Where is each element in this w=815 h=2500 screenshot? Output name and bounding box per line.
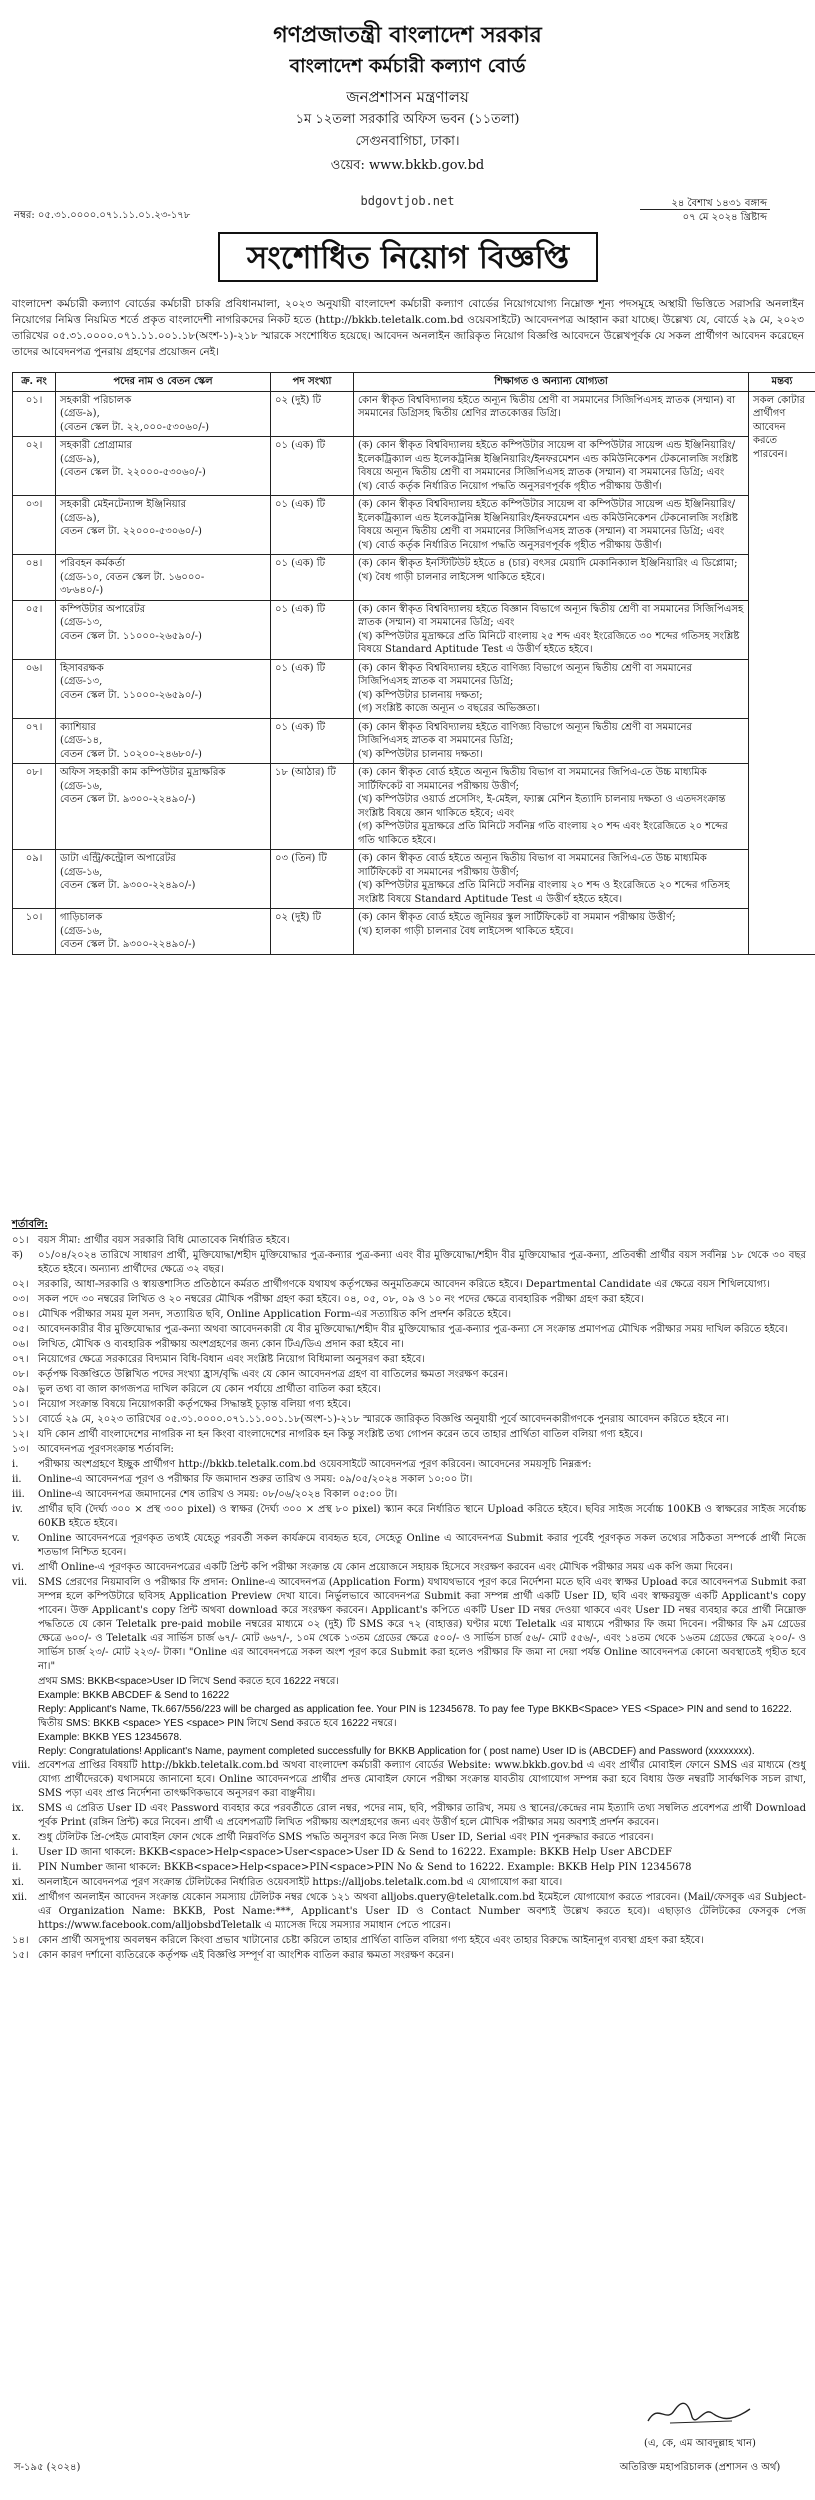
row-serial: ০৯। — [13, 850, 56, 909]
row-post-cell — [56, 555, 271, 601]
qualification-line: (খ) কম্পিউটার চালনায় দক্ষতা। — [358, 748, 483, 760]
website: ওয়েব: www.bkkb.gov.bd — [330, 158, 485, 173]
condition-text: প্রার্থীর ছবি (দৈর্ঘ্য ৩০০ × প্রস্থ ৩০০ pixel) ও স্বাক্ষর (দৈর্ঘ্য ৩০০ × প্রস্থ ৮০ pixel) স্ক্যান করে নির্ধারিত স্থানে Upload করিতে হইবে। ছবির সাইজ সর্বোচ্চ 100KB ও স্বাক্ষরের সাইজ সর্বোচ্চ 60KB হইতে হইবে। — [38, 1504, 806, 1529]
condition-item — [12, 1576, 806, 1674]
row-count: ০১ (এক) টি — [271, 718, 354, 764]
condition-text: নিয়োগ সংক্রান্ত বিষয়ে নিয়োগকারী কর্তৃপক্ষের সিদ্ধান্তই চূড়ান্ত বলিয়া গণ্য হইবে। — [38, 1399, 351, 1410]
table-header-row — [13, 373, 815, 392]
post-scale: (বেতন স্কেল টা. ২২০০০-৫৩০৬০/-) — [60, 467, 206, 478]
sms-line: Reply: Congratulations! Applicant's Name, payment completed successfully for BKKB Application for ( post name) User ID is (ABCDEF) and Password (xxxxxxxx). — [38, 1746, 755, 1757]
condition-number: ix. — [12, 1803, 25, 1814]
header-count: পদ সংখ্যা — [271, 373, 354, 392]
row-count: ০১ (এক) টি — [271, 659, 354, 718]
table-row — [13, 555, 815, 601]
condition-item — [12, 1234, 806, 1248]
row-qualification — [354, 764, 749, 850]
qualification-line: (গ) সংশ্লিষ্ট কাজে অন্যূন ৩ বছরের অভিজ্ঞতা। — [358, 703, 540, 714]
table-row — [13, 909, 815, 955]
sms-instructions — [12, 1675, 806, 1759]
condition-item — [12, 1934, 806, 1948]
condition-number: ০৮। — [12, 1369, 29, 1380]
signatory-name: (এ, কে, এম আবদুল্লাহ খান) — [644, 2438, 756, 2449]
row-qualification — [354, 437, 749, 496]
table-row — [13, 850, 815, 909]
row-serial: ০৪। — [13, 555, 56, 601]
condition-item — [12, 1398, 806, 1412]
sms-line: Reply: Applicant's Name, Tk.667/556/223 will be charged as application fee. Your PIN is 12345678. To pay fee Type BKKB<Space> YES <Space> PIN and send to 16222. — [38, 1704, 792, 1715]
condition-number: ০২। — [12, 1279, 29, 1290]
table-row — [13, 496, 815, 555]
row-serial: ০১। — [13, 391, 56, 437]
condition-number: vi. — [12, 1562, 25, 1573]
condition-text: PIN Number জানা থাকলে: BKKB<space>Help<space>PIN<space>PIN No & Send to 16222. Example: BKKB Help PIN 12345678 — [38, 1862, 692, 1873]
qualification-line: (ক) কোন স্বীকৃত বিশ্ববিদ্যালয় হইতে বিজ্ঞান বিভাগে অন্যূন দ্বিতীয় শ্রেণী বা সমমানের সিজিপিএসহ স্নাতক (সম্মান) বা সমমানের ডিগ্রি; এবং — [358, 603, 744, 628]
row-count: ০২ (দুই) টি — [271, 391, 354, 437]
ministry-name: জনপ্রশাসন মন্ত্রণালয় — [346, 88, 469, 106]
post-scale: বেতন স্কেল টা. ২২০০০-৫৩০৬০/-) — [60, 526, 202, 537]
condition-item — [12, 1278, 806, 1292]
condition-number: i. — [12, 1847, 19, 1858]
row-post-cell — [56, 764, 271, 850]
table-row — [13, 600, 815, 659]
row-serial: ০৮। — [13, 764, 56, 850]
condition-text: পরীক্ষায় অংশগ্রহণে ইচ্ছুক প্রার্থীগণ http://bkkb.teletalk.com.bd ওয়েবসাইটে আবেদনপত্র পূরণ করিবেন। আবেদনের সময়সূচি নিম্নরূপ: — [38, 1459, 592, 1470]
post-grade: (গ্রেড-১৩, — [60, 676, 103, 687]
condition-number: ক) — [12, 1250, 23, 1261]
condition-number: ০৪। — [12, 1309, 29, 1320]
qualification-line: (খ) কম্পিউটার মুদ্রাক্ষরে প্রতি মিনিটে বাংলায় ২৫ শব্দ এবং ইংরেজিতে ৩০ শব্দের গতিসহ সংশ্লিষ্ট বিষয়ে Standard Aptitude Test এ উত্তীর্ণ হইতে হইবে। — [358, 630, 740, 655]
condition-item — [12, 1293, 806, 1307]
condition-number: ০৭। — [12, 1354, 29, 1365]
condition-text: প্রার্থীগণ অনলাইন আবেদন সংক্রান্ত যেকোন সমস্যায় টেলিটক নম্বর থেকে ১২১ অথবা alljobs.query@teletalk.com.bd ইমেইলে যোগাযোগ করতে পারবেন। (Mail/ফেসবুক এর Subject-এর Organization Name: BKKB, Post Name:***, Applicant's User ID ও Contact Number অবশ্যই উল্লেখ করতে হবে)। এছাড়াও টেলিটকের ফেসবুক পেজ https://www.facebook.com/alljobsbdTeletalk এ ম্যাসেজ দিয়ে সমস্যার সমাধান পেতে পারেন। — [38, 1892, 806, 1931]
post-scale: বেতন স্কেল টা. ১১০০০-২৬৫৯০/-) — [60, 689, 202, 701]
post-scale: বেতন স্কেল টা. ৯৩০০-২২৪৯০/-) — [60, 880, 196, 891]
condition-number: ০৫। — [12, 1324, 29, 1335]
condition-item — [12, 1891, 806, 1933]
office-address: ১ম ১২তলা সরকারি অফিস ভবন (১১তলা) — [295, 112, 520, 127]
row-qualification — [354, 600, 749, 659]
row-count: ০১ (এক) টি — [271, 496, 354, 555]
conditions-heading: শর্তাবলি: — [12, 1219, 48, 1230]
post-grade: (গ্রেড-১৪, — [60, 735, 103, 746]
condition-number: iii. — [12, 1489, 25, 1500]
row-post-cell — [56, 496, 271, 555]
row-serial: ০৬। — [13, 659, 56, 718]
condition-text: আবেদনকারীর বীর মুক্তিযোদ্ধার পুত্র-কন্যা অথবা আবেদনকারী যে বীর মুক্তিযোদ্ধা/শহীদ বীর মুক্তিযোদ্ধার পুত্র-কন্যার পুত্র-কন্যা সে সংক্রান্ত প্রমাণপত্র মৌখিক পরীক্ষার সময় দাখিল করিতে হইবে। — [38, 1324, 788, 1335]
row-post-cell — [56, 659, 271, 718]
post-grade: (গ্রেড-৯), — [60, 512, 100, 524]
qualification-line: (গ) কম্পিউটার মুদ্রাক্ষরে প্রতি মিনিটে সর্বনিম্ন গতি বাংলায় ২০ শব্দ এবং ইংরেজিতে ২০ শব্দের গতি থাকিতে হইবে। — [358, 821, 728, 846]
vacancy-table — [12, 372, 815, 955]
page-title: সংশোধিত নিয়োগ বিজ্ঞপ্তি — [218, 232, 598, 282]
header-remark: মন্তব্য — [749, 373, 815, 392]
condition-number: x. — [12, 1832, 21, 1843]
post-name: পরিবহন কর্মকর্তা — [60, 558, 126, 569]
conditions-list — [12, 1234, 806, 1674]
condition-text: নিয়োগের ক্ষেত্রে সরকারের বিদ্যমান বিধি-বিধান এবং সংশ্লিষ্ট নিয়োগ বিধিমালা অনুসরণ করা হইবে। — [38, 1354, 425, 1365]
condition-text: User ID জানা থাকলে: BKKB<space>Help<space>User<space>User ID & Send to 16222. Example: BKKB Help User ABCDEF — [38, 1847, 672, 1858]
condition-number: ১৪। — [12, 1935, 29, 1946]
office-location: সেগুনবাগিচা, ঢাকা। — [355, 134, 460, 149]
table-row — [13, 764, 815, 850]
condition-text: শুধু টেলিটক প্রি-পেইড মোবাইল ফোন থেকে প্রার্থী নিম্নবর্ণিত SMS পদ্ধতি অনুসরণ করে নিজ নিজ User ID, Serial এবং PIN পুনরুদ্ধার করতে পারবেন। — [38, 1832, 654, 1843]
qualification-line: (ক) কোন স্বীকৃত বোর্ড হইতে জুনিয়র স্কুল সার্টিফিকেট বা সমমান পরীক্ষায় উত্তীর্ণ; — [358, 912, 676, 923]
condition-number: ii. — [12, 1862, 22, 1873]
qualification-line: (খ) কম্পিউটার চালনায় দক্ষতা; — [358, 689, 483, 701]
post-grade: (গ্রেড-১৬, — [60, 925, 103, 937]
table-row — [13, 718, 815, 764]
post-name: কম্পিউটার অপারেটর — [60, 603, 146, 615]
footer-code: স-১৯৫ (২০২৪) — [14, 2462, 81, 2473]
condition-item — [12, 1532, 806, 1560]
condition-number: xi. — [12, 1877, 25, 1888]
condition-text: কর্তৃপক্ষ বিজ্ঞপ্তিতে উল্লিখিত পদের সংখ্যা হ্রাস/বৃদ্ধি এবং যে কোন আবেদনপত্র গ্রহণ বা বাতিলের ক্ষমতা সংরক্ষণ করেন। — [38, 1369, 508, 1380]
sms-line: Example: BKKB ABCDEF & Send to 16222 — [38, 1690, 230, 1701]
row-count: ১৮ (আঠার) টি — [271, 764, 354, 850]
sms-line: Example: BKKB YES 12345678. — [38, 1732, 182, 1743]
post-scale: বেতন স্কেল টা. ৯৩০০-২২৪৯০/-) — [60, 794, 196, 805]
condition-item — [12, 1458, 806, 1472]
qualification-line: (খ) বোর্ড কর্তৃক নির্ধারিত নিয়োগ পদ্ধতি অনুসরণপূর্বক গৃহীত পরীক্ষায় উত্তীর্ণ। — [358, 480, 663, 492]
row-qualification — [354, 850, 749, 909]
condition-text: মৌখিক পরীক্ষার সময় মূল সনদ, সত্যায়িত ছবি, Online Application Form-এর সত্যায়িত কপি প্রদর্শন করিতে হইবে। — [38, 1309, 512, 1320]
condition-item — [12, 1802, 806, 1830]
date-english: ০৭ মে ২০২৪ খ্রিষ্টাব্দ — [682, 212, 767, 223]
table-row — [13, 437, 815, 496]
post-scale: (বেতন স্কেল টা. ২২,০০০-৫৩০৬০/-) — [60, 421, 209, 433]
row-count: ০১ (এক) টি — [271, 555, 354, 601]
condition-text: বয়স সীমা: প্রার্থীর বয়স সরকারি বিধি মোতাবেক নির্ধারিত হইবে। — [38, 1235, 290, 1246]
qualification-line: (খ) কম্পিউটার মুদ্রাক্ষরে প্রতি মিনিটে সর্বনিম্ন বাংলায় ২০ শব্দ ও ইংরেজিতে ২০ শব্দের গতিসহ সংশ্লিষ্ট বিষয়ে Standard Aptitude Test এ উত্তীর্ণ হইতে হইবে। — [358, 880, 730, 905]
condition-text: বোর্ডে ২৯ মে, ২০২৩ তারিখের ০৫.৩১.০০০০.০৭১.১১.০০১.১৮(অংশ-১)-২১৮ স্মারকে জারিকৃত বিজ্ঞপ্তি অনুযায়ী পূর্বে আবেদনকারীগণকে পুনরায় আবেদন করিতে হইবে না। — [38, 1414, 729, 1425]
post-grade: (গ্রেড-১৬, — [60, 866, 103, 878]
condition-item — [12, 1338, 806, 1352]
memo-number: নম্বর: ০৫.৩১.০০০০.০৭১.১১.০১.২৩-১৭৮ — [14, 210, 191, 221]
qualification-line: (খ) বোর্ড কর্তৃক নির্ধারিত নিয়োগ পদ্ধতি অনুসরণপূর্বক গৃহীত পরীক্ষায় উত্তীর্ণ। — [358, 539, 663, 551]
org-name: বাংলাদেশ কর্মচারী কল্যাণ বোর্ড — [289, 55, 526, 77]
header-qualification: শিক্ষাগত ও অন্যান্য যোগ্যতা — [354, 373, 749, 392]
condition-item — [12, 1876, 806, 1890]
condition-text: Online-এ আবেদনপত্র পূরণ ও পরীক্ষার ফি জমাদান শুরুর তারিখ ও সময়: ০৯/০৫/২০২৪ সকাল ১০:০০ টা। — [38, 1474, 473, 1485]
row-post-cell — [56, 718, 271, 764]
condition-item — [12, 1759, 806, 1801]
post-grade: (গ্রেড-১০, বেতন স্কেল টা. ১৬০০০- — [60, 571, 205, 583]
condition-item — [12, 1846, 806, 1860]
condition-item — [12, 1368, 806, 1382]
row-count: ০১ (এক) টি — [271, 437, 354, 496]
condition-item — [12, 1831, 806, 1845]
condition-number: ০৬। — [12, 1339, 29, 1350]
qualification-line: কোন স্বীকৃত বিশ্ববিদ্যালয় হইতে অন্যূন দ্বিতীয় শ্রেণী বা সমমানের সিজিপিএসহ স্নাতক (সম্মান) বা সমমানের ডিগ্রিসহ দ্বিতীয় শ্রেণির স্নাতকোত্তর ডিগ্রি। — [358, 394, 736, 419]
condition-item — [12, 1308, 806, 1322]
post-scale: বেতন স্কেল টা. ১১০০০-২৬৫৯০/-) — [60, 630, 202, 642]
row-post-cell — [56, 850, 271, 909]
post-grade: (গ্রেড-৯), — [60, 408, 100, 419]
condition-number: ১০। — [12, 1399, 29, 1410]
condition-text: কোন প্রার্থী অসদুপায় অবলম্বন করিলে কিংবা প্রভাব খাটানোর চেষ্টা করিলে তাহার প্রার্থিতা বাতিল বলিয়া গণ্য হইবে এবং তাহার বিরুদ্ধে আইনানুগ ব্যবস্থা গ্রহণ করা হইবে। — [38, 1935, 704, 1946]
row-post-cell — [56, 600, 271, 659]
qualification-line: (খ) বৈধ গাড়ী চালনার লাইসেন্স থাকিতে হইবে। — [358, 571, 545, 583]
condition-item — [12, 1503, 806, 1531]
row-serial: ১০। — [13, 909, 56, 955]
qualification-line: (ক) কোন স্বীকৃত বোর্ড হইতে অন্যূন দ্বিতীয় বিভাগ বা সমমানের জিপিএ-তে উচ্চ মাধ্যমিক সার্টিফিকেট বা সমমানের পরীক্ষায় উত্তীর্ণ; — [358, 767, 707, 792]
header-serial: ক্র. নং — [13, 373, 56, 392]
post-name: অফিস সহকারী কাম কম্পিউটার মুদ্রাক্ষরিক — [60, 767, 226, 778]
condition-item — [12, 1323, 806, 1337]
post-name: সহকারী প্রোগ্রামার — [60, 440, 133, 451]
post-grade: (গ্রেড-১৩, — [60, 617, 103, 628]
date-bangla: ২৪ বৈশাখ ১৪৩১ বঙ্গাব্দ — [671, 198, 767, 209]
qualification-line: (খ) হালকা গাড়ী চালনার বৈধ লাইসেন্স থাকিতে হইবে। — [358, 925, 574, 937]
post-name: সহকারী পরিচালক — [60, 394, 132, 406]
conditions-section — [12, 1218, 806, 1964]
condition-number: i. — [12, 1459, 19, 1470]
post-scale: বেতন স্কেল টা. ১০২০০-২৪৬৮০/-) — [60, 748, 202, 760]
row-qualification — [354, 496, 749, 555]
row-qualification — [354, 659, 749, 718]
condition-text: লিখিত, মৌখিক ও ব্যবহারিক পরীক্ষায় অংশগ্রহণের জন্য কোন টিএ/ডিএ প্রদান করা হইবে না। — [38, 1339, 404, 1350]
condition-item — [12, 1249, 806, 1277]
condition-text: Online-এ আবেদনপত্র জমাদানের শেষ তারিখ ও সময়: ০৮/০৬/২০২৪ বিকাল ০৫:০০ টা। — [38, 1489, 398, 1500]
condition-number: ১২। — [12, 1429, 29, 1440]
condition-text: প্রার্থী Online-এ পূরণকৃত আবেদনপত্রের একটি প্রিন্ট কপি পরীক্ষা সংক্রান্ত যে কোন প্রয়োজনে সহায়ক হিসেবে সংরক্ষণ করবেন এবং মৌখিক পরীক্ষার সময় এক কপি জমা দিবেন। — [38, 1562, 733, 1573]
row-post-cell — [56, 391, 271, 437]
condition-text: ০১/০৪/২০২৪ তারিখে সাধারণ প্রার্থী, মুক্তিযোদ্ধা/শহীদ মুক্তিযোদ্ধার পুত্র-কন্যার পুত্র-কন্যা এবং বীর মুক্তিযোদ্ধা/শহীদ বীর মুক্তিযোদ্ধার পুত্র-কন্যা, প্রতিবন্ধী প্রার্থীর বয়স সর্বনিম্ন ১৮ থেকে ৩০ বছর হইতে হইবে। অন্যান্য প্রার্থীদের ক্ষেত্রে ৩২ বছর। — [38, 1250, 806, 1275]
post-scale: বেতন স্কেল টা. ৯৩০০-২২৪৯০/-) — [60, 939, 196, 950]
sms-line: প্রথম SMS: BKKB<space>User ID লিখে Send করতে হবে 16222 নম্বরে। — [38, 1676, 339, 1687]
row-qualification — [354, 718, 749, 764]
qualification-line: (ক) কোন স্বীকৃত বিশ্ববিদ্যালয় হইতে বাণিজ্য বিভাগে অন্যূন দ্বিতীয় শ্রেণী বা সমমানের সিজিপিএসহ স্নাতক বা সমমানের ডিগ্রি; — [358, 721, 692, 746]
condition-number: iv. — [12, 1504, 23, 1515]
condition-text: সরকারি, আধা-সরকারি ও স্বায়ত্তশাসিত প্রতিষ্ঠানে কর্মরত প্রার্থীগণকে যথাযথ কর্তৃপক্ষের অনুমতিক্রমে আবেদন করিতে হইবে। Departmental Candidate এর ক্ষেত্রে বয়স শিথিলযোগ্য। — [38, 1279, 770, 1290]
row-serial: ০২। — [13, 437, 56, 496]
condition-text: সকল পদে ৩০ নম্বরের লিখিত ও ২০ নম্বরের মৌখিক পরীক্ষা গ্রহণ করা হইবে। ০৪, ০৫, ০৮, ০৯ ও ১০ নং পদের ক্ষেত্রে ব্যবহারিক পরীক্ষা গ্রহণ করা হইবে। — [38, 1294, 644, 1305]
post-grade: (গ্রেড-৯), — [60, 453, 100, 465]
govt-name: গণপ্রজাতন্ত্রী বাংলাদেশ সরকার — [273, 22, 542, 48]
header-post: পদের নাম ও বেতন স্কেল — [56, 373, 271, 392]
condition-number: ১৩। — [12, 1444, 29, 1455]
condition-number: ii. — [12, 1474, 22, 1485]
condition-number: ০৩। — [12, 1294, 29, 1305]
condition-item — [12, 1353, 806, 1367]
condition-item — [12, 1413, 806, 1427]
condition-item — [12, 1561, 806, 1575]
condition-number: ০৯। — [12, 1384, 29, 1395]
condition-item — [12, 1473, 806, 1487]
table-row — [13, 391, 815, 437]
condition-number: ১১। — [12, 1414, 29, 1425]
row-count: ০২ (দুই) টি — [271, 909, 354, 955]
condition-text: প্রবেশপত্র প্রাপ্তির বিষয়টি http://bkkb.teletalk.com.bd অথবা বাংলাদেশ কর্মচারী কল্যাণ বোর্ডের Website: www.bkkb.gov.bd এ এবং প্রার্থীর মোবাইল ফোনে SMS এর মাধ্যমে (শুধু যোগ্য প্রার্থীদেরকে) যথাসময়ে জানানো হবে। Online আবেদনপত্রে প্রার্থীর প্রদত্ত মোবাইল ফোনে পরীক্ষা সংক্রান্ত যাবতীয় যোগাযোগ সম্পন্ন করা হবে বিধায় উক্ত নম্বরটি সার্বক্ষণিক সচল রাখা, SMS পড়া এবং প্রাপ্ত নির্দেশনা তাৎক্ষণিকভাবে অনুসরণ করা বাঞ্ছনীয়। — [38, 1760, 806, 1799]
qualification-line: (ক) কোন স্বীকৃত বিশ্ববিদ্যালয় হইতে কম্পিউটার সায়েন্স বা কম্পিউটার সায়েন্স এন্ড ইঞ্জিনিয়ারিং/ইলেকট্রিক্যাল এন্ড ইলেকট্রনিক্স ইঞ্জিনিয়ারিং/ইনফরমেশন এন্ড কমিউনিকেশন টেকনোলজি সংশ্লিষ্ট বিষয়ে অন্যূন দ্বিতীয় শ্রেণী বা সমমানের সিজিপিএসহ স্নাতক (সম্মান) বা সমমানের ডিগ্রি; এবং — [358, 440, 738, 478]
condition-text: Online আবেদনপত্রে পূরণকৃত তথ্যই যেহেতু পরবর্তী সকল কার্যক্রমে ব্যবহৃত হবে, সেহেতু Online এ আবেদনপত্র Submit করার পূর্বেই পূরণকৃত সকল তথ্যের সঠিকতা সম্পর্কে প্রার্থী নিজে শতভাগ নিশ্চিত হবেন। — [38, 1533, 806, 1558]
condition-number: viii. — [12, 1760, 31, 1771]
condition-item — [12, 1949, 806, 1963]
condition-number: vii. — [12, 1577, 28, 1588]
table-body — [13, 391, 815, 954]
conditions-tail — [12, 1759, 806, 1963]
post-scale: ৩৮৬৪০/-) — [60, 585, 104, 596]
condition-item — [12, 1383, 806, 1397]
condition-number: ০১। — [12, 1235, 29, 1246]
condition-number: ১৫। — [12, 1950, 29, 1961]
row-post-cell — [56, 909, 271, 955]
intro-paragraph: বাংলাদেশ কর্মচারী কল্যাণ বোর্ডের কর্মচারী চাকরি প্রবিধানমালা, ২০২৩ অনুযায়ী বাংলাদেশ কর্মচারী কল্যাণ বোর্ডের নিয়োগযোগ্য নিম্নোক্ত শূন্য পদসমূহে অস্থায়ী ভিত্তিতে সরাসরি অনলাইন নিয়োগের নিমিত্ত নিয়মিত শর্তে প্রকৃত বাংলাদেশী নাগরিকদের নিকট হতে (http://bkkb.teletalk.com.bd ওয়েবসাইটে) আবেদনপত্র আহ্বান করা যাচ্ছে। উল্লেখ্য যে, বোর্ডে ২৯ মে, ২০২৩ তারিখের ০৫.৩১.০০০০.০৭১.১১.০০১.১৮(অংশ-১)-২১৮ স্মারকে সংশোধিত হয়েছে। আবেদন অনলাইন জারিকৃত নিয়োগ বিজ্ঞপ্তি আবেদনে উল্লেখপূর্বক যে সকল প্রার্থীগণ আবেদন করেছেন তাদের আবেদনপত্র পুনরায় গ্রহণের প্রয়োজন নেই। — [12, 298, 804, 358]
post-name: ক্যাশিয়ার — [60, 721, 96, 733]
qualification-line: (ক) কোন স্বীকৃত বোর্ড হইতে অন্যূন দ্বিতীয় বিভাগ বা সমমানের জিপিএ-তে উচ্চ মাধ্যমিক সার্টিফিকেট বা সমমানের পরীক্ষায় উত্তীর্ণ; — [358, 853, 707, 878]
row-serial: ০৫। — [13, 600, 56, 659]
condition-text: ভুল তথ্য বা জাল কাগজপত্র দাখিল করিলে যে কোন পর্যায়ে প্রার্থীতা বাতিল করা হইবে। — [38, 1384, 381, 1395]
row-qualification — [354, 909, 749, 955]
row-qualification — [354, 391, 749, 437]
sms-line: দ্বিতীয় SMS: BKKB <space> YES <space> PIN লিখে Send করতে হবে 16222 নম্বরে। — [38, 1718, 397, 1729]
condition-item — [12, 1861, 806, 1875]
post-name: ডাটা এন্ট্রি/কন্ট্রোল অপারেটর — [60, 853, 176, 864]
post-name: হিসাবরক্ষক — [60, 662, 104, 674]
condition-number: v. — [12, 1533, 20, 1544]
qualification-line: (ক) কোন স্বীকৃত বিশ্ববিদ্যালয় হইতে কম্পিউটার সায়েন্স বা কম্পিউটার সায়েন্স এন্ড ইঞ্জিনিয়ারিং/ইলেকট্রিক্যাল এন্ড ইলেকট্রনিক্স ইঞ্জিনিয়ারিং/ইনফরমেশন এন্ড কমিউনিকেশন টেকনোলজি সংশ্লিষ্ট বিষয়ে অন্যূন দ্বিতীয় শ্রেণী বা সমমানের সিজিপিএসহ স্নাতক (সম্মান) বা সমমানের ডিগ্রি; এবং — [358, 499, 738, 537]
watermark-site: bdgovtjob.net — [360, 194, 455, 208]
condition-text: কোন কারণ দর্শানো ব্যতিরেকে কর্তৃপক্ষ এই বিজ্ঞপ্তি সম্পূর্ণ বা আংশিক বাতিল করার ক্ষমতা সংরক্ষণ করেন। — [38, 1950, 454, 1961]
condition-text: SMS প্রেরণের নিয়মাবলি ও পরীক্ষার ফি প্রদান: Online-এ আবেদনপত্র (Application Form) যথাযথভাবে পূরণ করে নির্দেশনা মতে ছবি এবং স্বাক্ষর Upload করে আবেদনপত্র Submit করা সম্পন্ন হলে কম্পিউটারে ছবিসহ Application Preview দেখা যাবে। নির্ভুলভাবে আবেদনপত্র Submit করা সম্পন্ন প্রার্থী একটি User ID, ছবি এবং স্বাক্ষরযুক্ত একটি Applicant's copy পাবেন। উক্ত Applicant's copy প্রিন্ট অথবা download করে সংরক্ষণ করবেন। Applicant's কপিতে একটি User ID নম্বর দেওয়া থাকবে এবং User ID নম্বর ব্যবহার করে প্রার্থী নিম্নোক্ত পদ্ধতিতে যে কোন Teletalk pre-paid mobile নম্বরের মাধ্যমে ০২ (দুই) টি SMS করে ৭২ (বাহাত্তর) ঘণ্টার মধ্যে Teletalk এর মাধ্যমে পরীক্ষার ফি জমা দিবেন। পরীক্ষার ফি ৯ম গ্রেডের ক্ষেত্রে ৬০০/- ও Teletalk এর সার্ভিস চার্জ ৬৭/- মোট ৬৬৭/-, ১০ম থেকে ১৩তম গ্রেডের ক্ষেত্রে ৫০০/- ও সার্ভিস চার্জ ৫৬/- মোট ৫৫৬/-, এবং ১৪তম থেকে ১৬তম গ্রেডের ক্ষেত্রে ২০০/- ও সার্ভিস চার্জ ২৩/- মোট ২২৩/- টাকা। "Online এর আবেদনপত্রে সকল অংশ পূরণ করে Submit করা হলেও পরীক্ষার ফি জমা না দেয়া পর্যন্ত Online আবেদনপত্র কোনো অবস্থাতেই গৃহীত হবে না।" — [38, 1577, 806, 1672]
row-qualification — [354, 555, 749, 601]
condition-text: যদি কোন প্রার্থী বাংলাদেশের নাগরিক না হন কিংবা বাংলাদেশের নাগরিক হন কিন্তু সংশ্লিষ্ট তথ্য গোপন করেন তবে তাহার প্রার্থিতা বাতিল বলিয়া গণ্য হইবে। — [38, 1429, 643, 1440]
row-serial: ০৭। — [13, 718, 56, 764]
remark-cell: সকল কোটার প্রার্থীগণ আবেদন করতে পারবেন। — [749, 391, 815, 954]
qualification-line: (ক) কোন স্বীকৃত ইনস্টিটিউট হইতে ৪ (চার) বৎসর মেয়াদি মেকানিক্যাল ইঞ্জিনিয়ারিং এ ডিপ্লোমা; — [358, 558, 738, 569]
condition-item — [12, 1443, 806, 1457]
condition-item — [12, 1428, 806, 1442]
condition-text: আবেদনপত্র পূরণসংক্রান্ত শর্তাবলি: — [38, 1444, 174, 1455]
condition-text: অনলাইনে আবেদনপত্র পূরণ সংক্রান্ত টেলিটকের নির্ধারিত ওয়েবসাইট https://alljobs.teletalk.com.bd এ যোগাযোগ করা যাবে। — [38, 1877, 563, 1888]
signatory-title: অতিরিক্ত মহাপরিচালক (প্রশাসন ও অর্থ) — [619, 2462, 781, 2473]
post-grade: (গ্রেড-১৬, — [60, 780, 103, 792]
row-serial: ০৩। — [13, 496, 56, 555]
row-post-cell — [56, 437, 271, 496]
signature-image — [640, 2393, 760, 2433]
condition-text: SMS এ প্রেরিত User ID এবং Password ব্যবহার করে পরবর্তীতে রোল নম্বর, পদের নাম, ছবি, পরীক্ষার তারিখ, সময় ও স্থানের/কেন্দ্রের নাম ইত্যাদি তথ্য সম্বলিত প্রবেশপত্র প্রার্থী Download পূর্বক Print (রঙ্গিন প্রিন্ট) করে নিবেন। প্রার্থী এ প্রবেশপত্রটি লিখিত পরীক্ষায় অংশগ্রহণের জন্য এবং উত্তীর্ণ হলে মৌখিক পরীক্ষার সময় অবশ্যই প্রদর্শন করবেন। — [38, 1803, 806, 1828]
condition-item — [12, 1488, 806, 1502]
table-row — [13, 659, 815, 718]
qualification-line: (খ) কম্পিউটার ওয়ার্ড প্রসেসিং, ই-মেইল, ফ্যাক্স মেশিন ইত্যাদি চালনায় দক্ষতা ও এতদসংক্রান্ত সংশ্লিষ্ট বিষয়ে জ্ঞান থাকিতে হইবে; এবং — [358, 794, 726, 819]
post-name: সহকারী মেইনটেন্যান্স ইঞ্জিনিয়ার — [60, 499, 187, 510]
row-count: ০৩ (তিন) টি — [271, 850, 354, 909]
condition-number: xii. — [12, 1892, 28, 1903]
row-count: ০১ (এক) টি — [271, 600, 354, 659]
qualification-line: (ক) কোন স্বীকৃত বিশ্ববিদ্যালয় হইতে বাণিজ্য বিভাগে অন্যূন দ্বিতীয় শ্রেণী বা সমমানের সিজিপিএসহ স্নাতক বা সমমানের ডিগ্রি; — [358, 662, 692, 687]
post-name: গাড়িচালক — [60, 912, 103, 923]
